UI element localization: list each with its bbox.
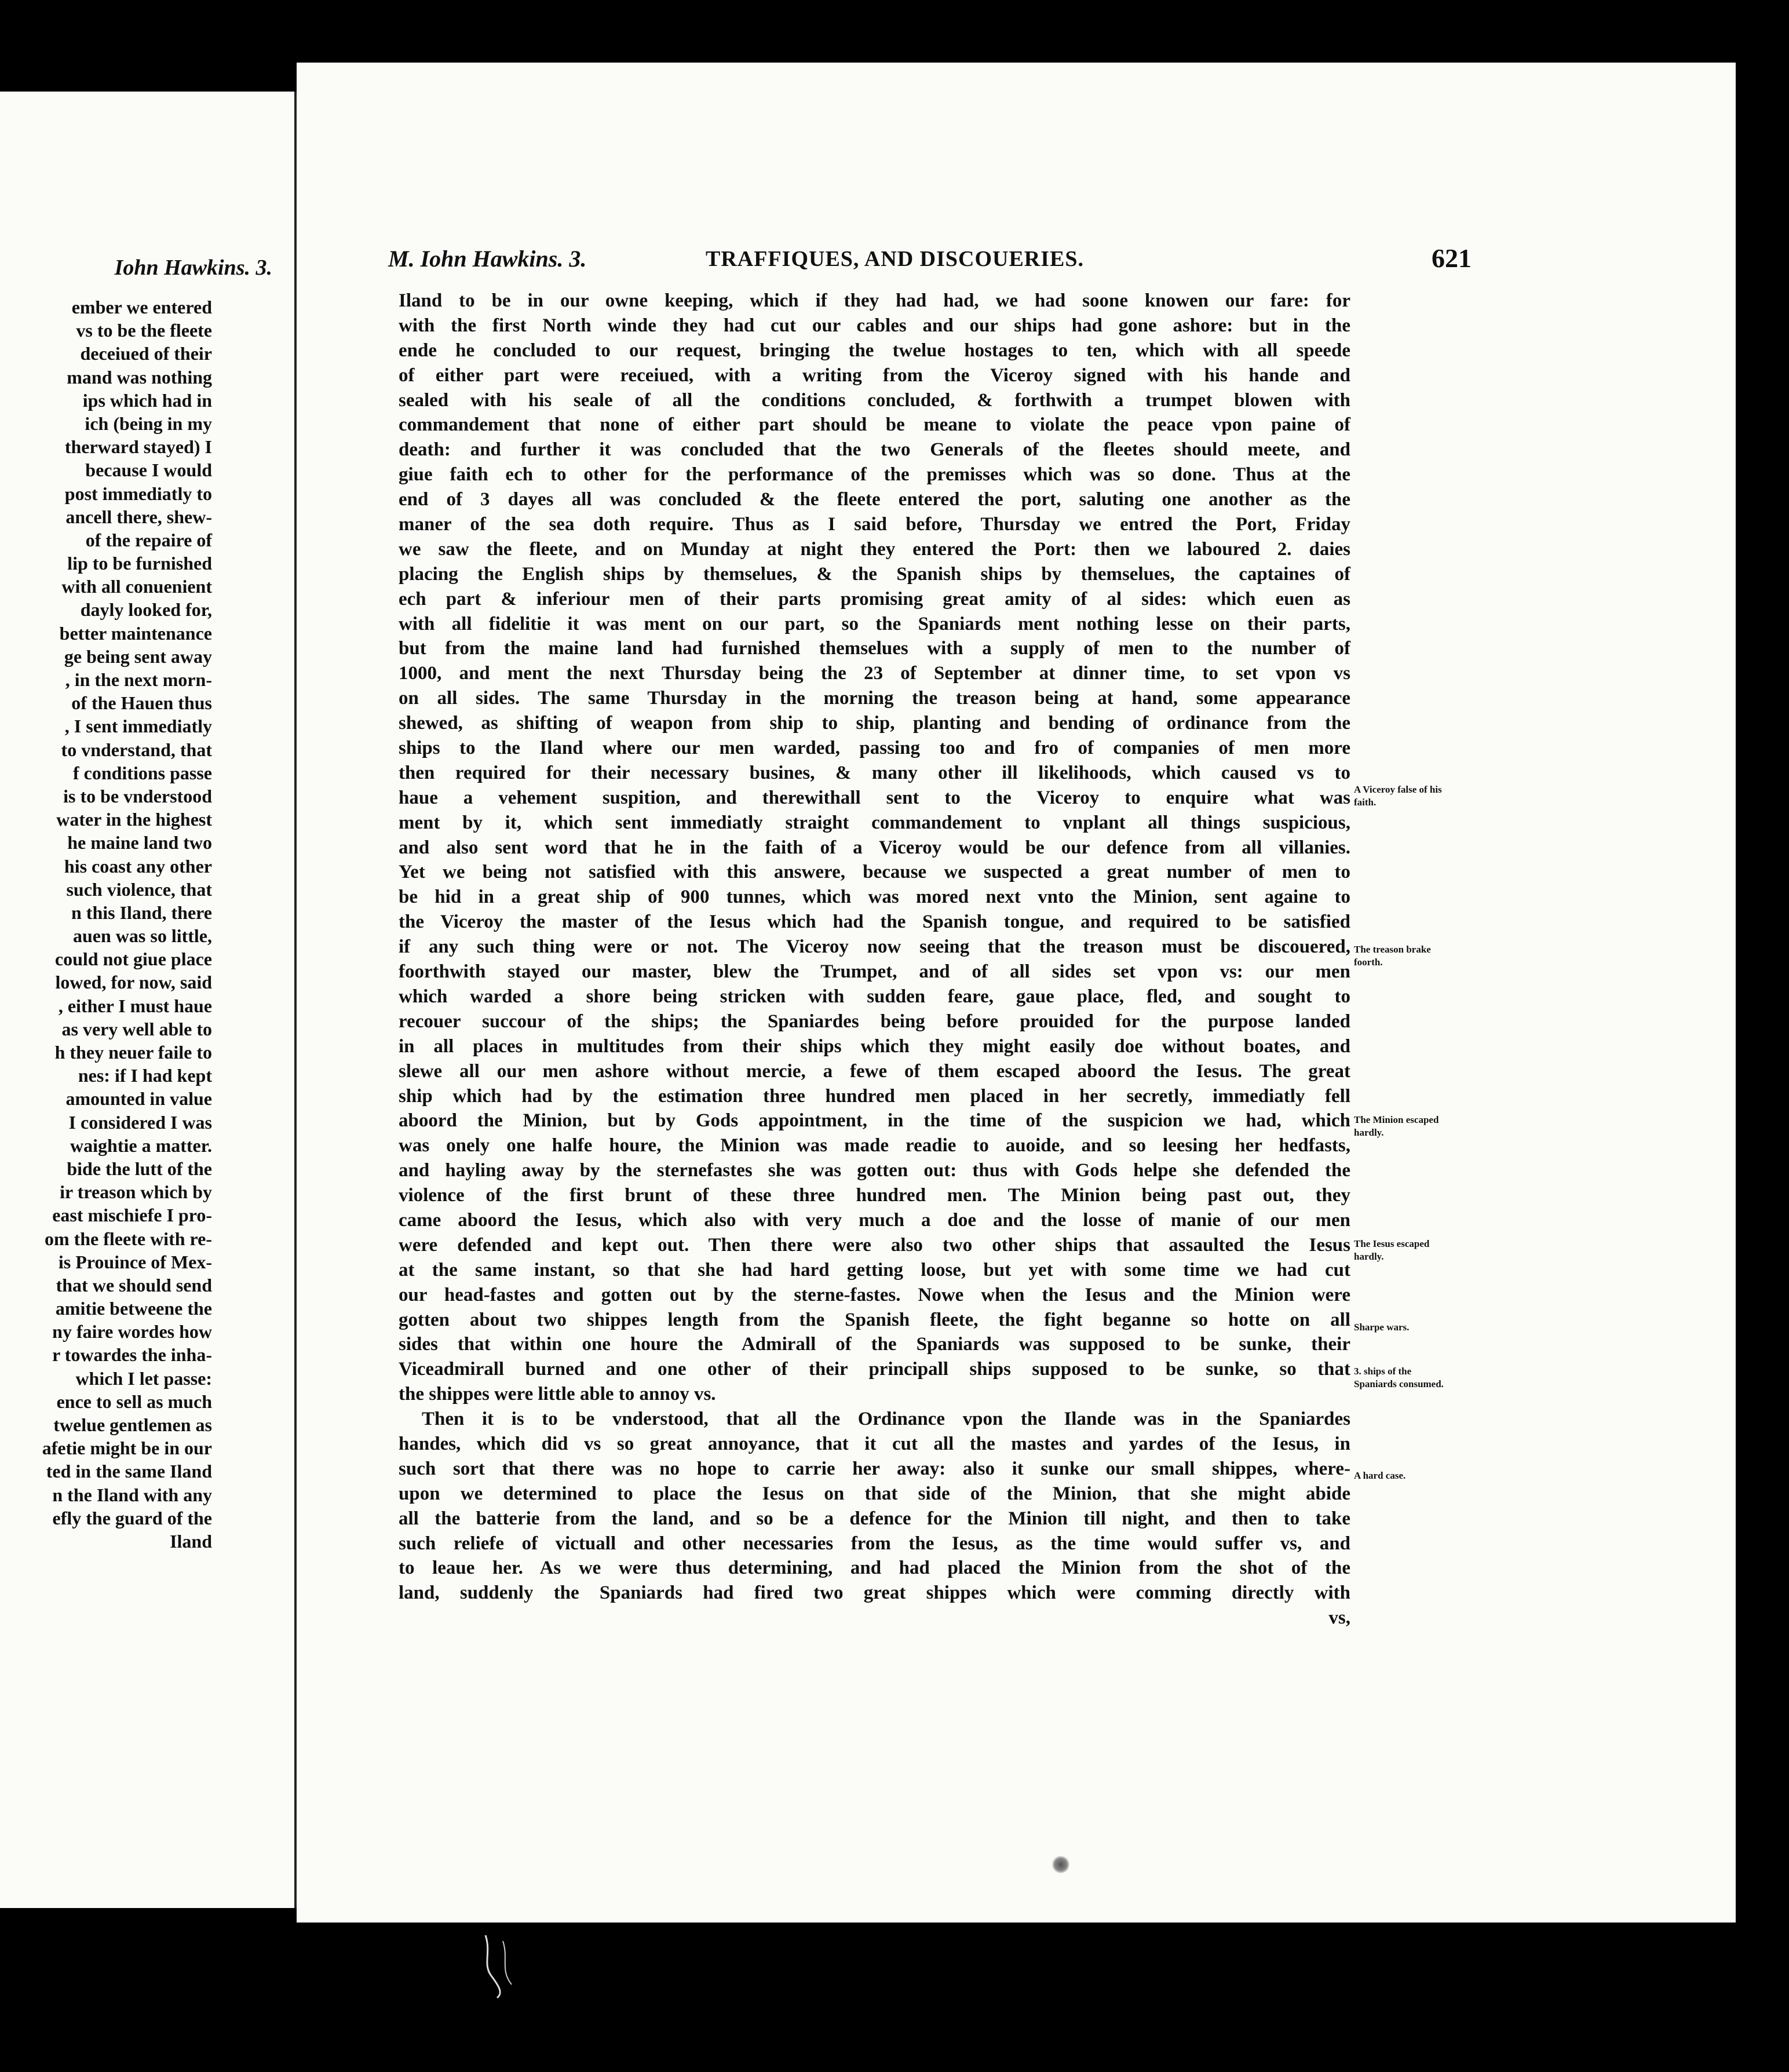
left-text-line: better maintenance xyxy=(59,622,212,644)
left-text-line: is to be vnderstood xyxy=(63,785,212,807)
left-text-line: his coast any other xyxy=(64,855,212,877)
text-line: then required for their necessary busines, & many other ill likelihoods, which caused vs to xyxy=(399,762,1350,783)
left-text-line: dayly looked for, xyxy=(80,599,212,621)
text-line: all the batterie from the land, and so be a defence for the Minion till night, and then to take xyxy=(399,1508,1350,1529)
text-line: maner of the sea doth require. Thus as I said before, Thursday we entred the Port, Friday xyxy=(399,514,1350,535)
left-text-line: I considered I was xyxy=(68,1111,212,1133)
margin-note: The treason brake foorth. xyxy=(1354,944,1431,968)
text-line: of either part were receiued, with a writing from the Viceroy signed with his hande and xyxy=(399,364,1350,386)
margin-note: 3. ships of the Spaniards consumed. xyxy=(1354,1366,1444,1389)
margin-note: A hard case. xyxy=(1354,1470,1406,1481)
text-line: which warded a shore being stricken with sudden feare, gaue place, fled, and sought to xyxy=(399,986,1350,1007)
left-text-line: bide the lutt of the xyxy=(67,1158,212,1179)
text-line: Then it is to be vnderstood, that all the Ordinance vpon the Ilande was in the Spaniardes xyxy=(422,1409,1350,1430)
left-text-line: , either I must haue xyxy=(58,995,212,1016)
ink-blot xyxy=(1052,1856,1069,1873)
left-text-line: ence to sell as much xyxy=(56,1391,212,1412)
left-text-line: h they neuer faile to xyxy=(54,1042,212,1063)
left-text-line: , in the next morn- xyxy=(65,669,212,690)
margin-note: The Iesus escaped hardly. xyxy=(1354,1238,1430,1262)
text-line: slewe all our men ashore without mercie, a fewe of them escaped aboord the Iesus. The great xyxy=(399,1060,1350,1082)
left-text-line: n this Iland, there xyxy=(71,902,212,923)
left-text-line: deceiued of their xyxy=(80,343,212,364)
page-number: 621 xyxy=(1432,243,1472,273)
left-text-line: because I would xyxy=(85,459,212,481)
left-text-line: Iland xyxy=(170,1530,212,1552)
text-line: on all sides. The same Thursday in the morning the treason being at hand, some appearance xyxy=(399,688,1350,709)
text-line: if any such thing were or not. The Viceroy now seeing that the treason must be discouered, xyxy=(399,936,1350,958)
left-text-line: f conditions passe xyxy=(72,762,212,783)
left-text-line: ir treason which by xyxy=(60,1181,212,1203)
text-line: sides that within one houre the Admirall of the Spaniards was supposed to be sunke, their xyxy=(399,1334,1350,1355)
text-line: came aboord the Iesus, which also with very much a doe and the losse of manie of our men xyxy=(399,1209,1350,1231)
text-line: ships to the Iland where our men warded, passing too and fro of companies of men more xyxy=(399,738,1350,759)
text-line: foorthwith stayed our master, blew the Trumpet, and of all sides set vpon vs: our men xyxy=(399,961,1350,983)
left-text-line: of the repaire of xyxy=(85,529,212,550)
text-line: be hid in a great ship of 900 tunnes, which was mored next vnto the Minion, sent againe to xyxy=(399,887,1350,908)
running-head-title: TRAFFIQUES, AND DISCOUERIES. xyxy=(706,247,1085,271)
left-text-line: auen was so little, xyxy=(73,925,212,947)
left-text-line: lip to be furnished xyxy=(67,553,212,574)
left-text-line: , I sent immediatly xyxy=(64,716,212,737)
text-line: the shippes were little able to annoy vs. xyxy=(399,1384,716,1405)
text-line: ship which had by the estimation three hundred men placed in her secretly, immediatly fell xyxy=(399,1085,1350,1107)
text-line: giue faith ech to other for the performance of the premisses which was so done. Thus at the xyxy=(399,464,1350,486)
text-line: placing the English ships by themselues, & the Spanish ships by themselues, the captaines of xyxy=(399,563,1350,585)
left-page xyxy=(0,92,297,1908)
margin-note: Sharpe wars. xyxy=(1354,1322,1410,1333)
text-line: Viceadmirall burned and one other of their principall ships supposed to be sunke, so that xyxy=(399,1359,1350,1380)
text-line: handes, which did vs so great annoyance, that it cut all the mastes and yardes of the Iesus, in xyxy=(399,1433,1350,1454)
text-line: we saw the fleete, and on Munday at night they entered the Port: then we laboured 2. daies xyxy=(399,538,1350,560)
text-line: to leaue her. As we were thus determining, and had placed the Minion from the shot of the xyxy=(399,1557,1350,1579)
left-text-line: is Prouince of Mex- xyxy=(58,1251,212,1272)
text-line: death: and further it was concluded that the two Generals of the fleetes should meete, and xyxy=(399,439,1350,461)
left-text-line: of the Hauen thus xyxy=(71,692,212,714)
text-line: vs, xyxy=(1328,1607,1350,1629)
left-text-line: with all conuenient xyxy=(61,576,212,597)
text-line: at the same instant, so that she had hard getting loose, but yet with some time we had cut xyxy=(399,1259,1350,1281)
left-text-line: as very well able to xyxy=(61,1018,212,1039)
left-text-line: water in the highest xyxy=(56,809,212,830)
text-line: the Viceroy the master of the Iesus which had the Spanish tongue, and required to be satisfied xyxy=(399,911,1350,933)
text-line: upon we determined to place the Iesus on that side of the Minion, that she might abide xyxy=(399,1483,1350,1504)
left-text-line: ny faire wordes how xyxy=(52,1321,212,1343)
margin-note: A Viceroy false of his faith. xyxy=(1354,784,1442,808)
text-line: haue a vehement suspition, and therewithall sent to the Viceroy to enquire what was xyxy=(399,787,1350,808)
left-text-line: r towardes the inha- xyxy=(52,1344,212,1366)
text-line: gotten about two shippes length from the Spanish fleete, the fight beganne so hotte on all xyxy=(399,1309,1350,1330)
left-text-line: which I let passe: xyxy=(75,1367,212,1389)
text-line: with the first North winde they had cut our cables and our ships had gone ashore: but in the xyxy=(399,315,1350,336)
text-line: and also sent word that he in the faith of a Viceroy would be our defence from all villanies. xyxy=(399,837,1350,858)
right-page xyxy=(297,63,1736,1923)
text-line: with all fidelitie it was ment on our part, so the Spaniards ment nothing lesse on their parts, xyxy=(399,613,1350,634)
text-line: ende he concluded to our request, bringing the twelue hostages to ten, which with all speede xyxy=(399,340,1350,361)
left-text-line: lowed, for now, said xyxy=(55,972,212,993)
main-text-column xyxy=(399,289,1350,1630)
left-text-line: ember we entered xyxy=(71,297,212,318)
left-text-line: amounted in value xyxy=(65,1088,212,1110)
text-line: sealed with his seale of all the conditions concluded, & forthwith a trumpet blowen with xyxy=(399,389,1350,411)
text-line: such reliefe of victuall and other necessaries from the Iesus, as the time would suffer vs, and xyxy=(399,1533,1350,1554)
text-line: land, suddenly the Spaniards had fired two great shippes which were comming directly with xyxy=(399,1582,1350,1604)
left-text-line: to vnderstand, that xyxy=(61,739,212,760)
text-line: but from the maine land had furnished themselues with a supply of men to the number of xyxy=(399,638,1350,659)
left-text-line: ge being sent away xyxy=(64,645,212,667)
left-text-line: ips which had in xyxy=(82,389,212,411)
left-text-line: efly the guard of the xyxy=(52,1507,212,1529)
text-line: in all places in multitudes from their ships which they might easily doe without boates, and xyxy=(399,1035,1350,1057)
left-text-line: vs to be the fleete xyxy=(76,320,212,341)
text-line: were defended and kept out. Then there were also two other ships that assaulted the Iesus xyxy=(399,1234,1350,1256)
left-text-line: he maine land two xyxy=(67,832,212,853)
text-line: aboord the Minion, but by Gods appointment, in the time of the suspicion we had, which xyxy=(399,1110,1350,1132)
text-line: Yet we being not satisfied with this answere, because we suspected a great number of men to xyxy=(399,862,1350,883)
left-running-head: Iohn Hawkins. 3. xyxy=(114,256,272,280)
left-text-line: n the Iland with any xyxy=(52,1484,212,1505)
text-line: such sort that there was no hope to carrie her away: also it sunke our small shippes, where- xyxy=(399,1458,1350,1479)
left-text-line: could not giue place xyxy=(54,949,212,970)
left-text-line: nes: if I had kept xyxy=(78,1065,212,1086)
left-text-line: ted in the same Iland xyxy=(46,1461,212,1482)
text-line: shewed, as shifting of weapon from ship to ship, planting and bending of ordinance from the xyxy=(399,713,1350,734)
text-line: and hayling away by the sternefastes she was gotten out: thus with Gods helpe she defended the xyxy=(399,1160,1350,1181)
left-text-line: om the fleete with re- xyxy=(44,1228,212,1249)
text-line: commandement that none of either part should be meane to violate the peace vpon paine of xyxy=(399,414,1350,436)
left-text-line: twelue gentlemen as xyxy=(53,1414,212,1435)
text-line: Iland to be in our owne keeping, which if they had had, we had soone knowen our fare: for xyxy=(399,290,1350,311)
left-text-line: east mischiefe I pro- xyxy=(52,1205,212,1226)
left-text-line: post immediatly to xyxy=(64,483,212,504)
text-line: recouer succour of the ships; the Spaniardes being before prouided for the purpose landed xyxy=(399,1011,1350,1032)
left-text-line: afetie might be in our xyxy=(42,1438,212,1459)
running-head xyxy=(388,245,1547,274)
left-text-line: ich (being in my xyxy=(85,413,212,434)
left-text-line: mand was nothing xyxy=(67,366,212,388)
text-line: 1000, and ment the next Thursday being the 23 of September at dinner time, to set vpon vs xyxy=(399,663,1350,684)
text-line: was onely one halfe houre, the Minion was made readie to auoide, and so leesing her hedfasts, xyxy=(399,1135,1350,1157)
text-line: ech part & inferiour men of their parts promising great amity of al sides: which euen as xyxy=(399,588,1350,610)
left-text-line: such violence, that xyxy=(66,878,212,900)
left-text-line: that we should send xyxy=(56,1274,212,1296)
left-text-line: therward stayed) I xyxy=(64,436,212,458)
text-line: ment by it, which sent immediatly straight commandement to vnplant all things suspicious, xyxy=(399,812,1350,833)
left-text-column xyxy=(0,296,212,1553)
left-text-line: waightie a matter. xyxy=(70,1135,212,1156)
text-line: end of 3 dayes all was concluded & the fleete entered the port, saluting one another as the xyxy=(399,489,1350,510)
running-head-author: M. Iohn Hawkins. 3. xyxy=(388,246,587,272)
left-text-line: amitie betweene the xyxy=(55,1298,212,1319)
margin-note: The Minion escaped hardly. xyxy=(1354,1114,1439,1138)
text-line: violence of the first brunt of these three hundred men. The Minion being past out, they xyxy=(399,1185,1350,1206)
text-line: our head-fastes and gotten out by the sterne-fastes. Nowe when the Iesus and the Minion were xyxy=(399,1284,1350,1305)
paper-fibre-mark xyxy=(480,1929,520,1999)
left-text-line: ancell there, shew- xyxy=(65,506,212,527)
